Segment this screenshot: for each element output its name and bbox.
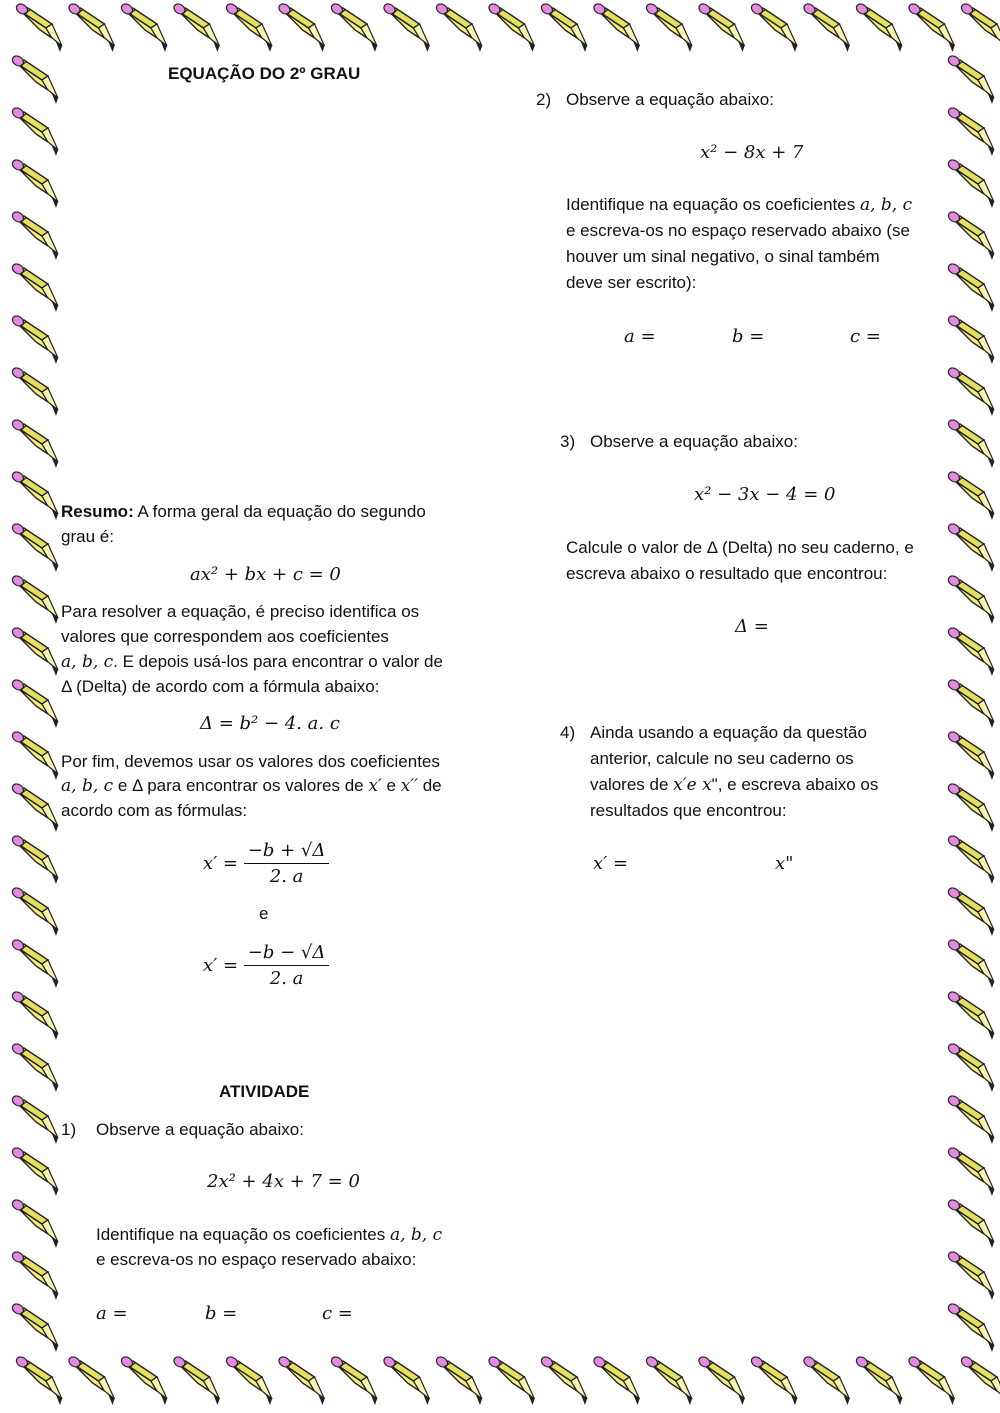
q4-number: 4)	[560, 723, 576, 742]
formula-x2-numerator: −b − √Δ	[244, 942, 330, 966]
pencil-icon	[947, 678, 994, 728]
pencil-icon	[802, 2, 849, 52]
pencil-icon	[11, 1146, 58, 1196]
pencil-icon	[11, 886, 58, 936]
pencil-icon	[947, 1042, 994, 1092]
atividade-heading: ATIVIDADE	[219, 1082, 310, 1101]
pencil-icon	[172, 1355, 219, 1405]
pencil-icon	[855, 2, 902, 52]
q2-instruction-text: Identifique na equação os coeficientes	[566, 195, 860, 214]
formula-connector-e: e	[259, 904, 269, 923]
resumo-para-line-3-text: . E depois usá-los para encontrar o valor de	[113, 652, 443, 671]
coefficient-vars: a, b, c	[61, 776, 114, 796]
pencil-icon	[487, 1355, 534, 1405]
formula-x2-lhs: x′ =	[203, 955, 239, 976]
pencil-icon	[435, 1355, 482, 1405]
fim-text-a: e Δ para encontrar os valores de	[113, 776, 369, 795]
pencil-icon	[947, 990, 994, 1040]
q4-line-1: Ainda usando a equação da questão	[590, 723, 867, 742]
pencil-icon	[947, 262, 994, 312]
pencil-icon	[947, 782, 994, 832]
pencil-icon	[947, 366, 994, 416]
coefficient-vars: a, b, c	[61, 652, 114, 672]
pencil-icon	[67, 2, 114, 52]
resumo-para-line-1: Para resolver a equação, é preciso identifica os	[61, 602, 420, 621]
pencil-icon	[11, 158, 58, 208]
q3-instruction-line-2: escreva abaixo o resultado que encontrou:	[566, 564, 888, 583]
q2-instruction-line-3: houver um sinal negativo, o sinal também	[566, 247, 880, 266]
q1-answer-b[interactable]: b =	[205, 1303, 238, 1324]
pencil-icon	[67, 1355, 114, 1405]
q2-answer-b[interactable]: b =	[732, 326, 765, 347]
q2-answer-a[interactable]: a =	[624, 326, 656, 347]
pencil-icon	[277, 2, 324, 52]
pencil-icon	[947, 210, 994, 260]
resumo-intro-line-2: grau é:	[61, 527, 114, 546]
pencil-icon	[225, 2, 272, 52]
pencil-icon	[947, 1250, 994, 1300]
pencil-icon	[120, 1355, 167, 1405]
pencil-icon	[947, 938, 994, 988]
pencil-icon	[802, 1355, 849, 1405]
pencil-icon	[540, 1355, 587, 1405]
pencil-icon	[11, 54, 58, 104]
pencil-icon	[11, 574, 58, 624]
q2-number: 2)	[536, 90, 552, 109]
pencil-icon	[120, 2, 167, 52]
pencil-icon	[947, 626, 994, 676]
pencil-icon	[947, 730, 994, 780]
pencil-icon	[11, 938, 58, 988]
q4-line-3-text-b: ", e escreva abaixo os	[711, 775, 879, 794]
pencil-icon	[11, 314, 58, 364]
q2-instruction-line-2: e escreva-os no espaço reservado abaixo (se	[566, 221, 910, 240]
pencil-icon	[11, 470, 58, 520]
pencil-icon	[947, 886, 994, 936]
pencil-icon	[947, 158, 994, 208]
pencil-icon	[750, 1355, 797, 1405]
resumo-para-line-2: valores que correspondem aos coeficientes	[61, 627, 389, 646]
q2-answer-c[interactable]: c =	[850, 326, 881, 347]
q1-answer-c[interactable]: c =	[322, 1303, 353, 1324]
pencil-icon	[947, 314, 994, 364]
pencil-icon	[11, 730, 58, 780]
pencil-icon	[382, 1355, 429, 1405]
pencil-icon	[11, 210, 58, 260]
general-form-equation: ax² + bx + c = 0	[190, 564, 341, 585]
pencil-icon	[645, 1355, 692, 1405]
fim-text-c: de	[418, 776, 442, 795]
pencil-icon	[907, 2, 954, 52]
pencil-icon	[382, 2, 429, 52]
resumo-fim-line-3: acordo com as fórmulas:	[61, 801, 248, 820]
q1-answer-a[interactable]: a =	[96, 1303, 128, 1324]
pencil-icon	[11, 626, 58, 676]
resumo-para-line-3	[61, 649, 443, 675]
q4-line-3	[590, 772, 878, 798]
delta-formula: Δ = b² − 4. a. c	[200, 713, 340, 734]
resumo-intro-text: A forma geral da equação do segundo	[133, 502, 426, 521]
pencil-icon	[947, 470, 994, 520]
resumo-label: Resumo:	[61, 502, 134, 521]
x-double-prime-symbol: x′′	[400, 776, 418, 796]
formula-x2-fraction	[244, 942, 330, 989]
pencil-icon	[947, 574, 994, 624]
resumo-fim-line-2	[61, 773, 442, 799]
q4-answer-x2[interactable]: x"	[775, 853, 794, 874]
pencil-icon	[697, 2, 744, 52]
pencil-icon	[15, 1355, 62, 1405]
pencil-icon	[540, 2, 587, 52]
pencil-icon	[947, 1146, 994, 1196]
pencil-icon	[11, 782, 58, 832]
pencil-icon	[645, 2, 692, 52]
pencil-icon	[11, 1302, 58, 1352]
pencil-icon	[947, 1198, 994, 1248]
pencil-icon	[11, 1042, 58, 1092]
pencil-icon	[947, 834, 994, 884]
pencil-icon	[960, 2, 1000, 52]
pencil-icon	[11, 1250, 58, 1300]
pencil-icon	[172, 2, 219, 52]
pencil-icon	[855, 1355, 902, 1405]
pencil-icon	[277, 1355, 324, 1405]
q1-instruction-line-1	[96, 1222, 442, 1248]
pencil-icon	[592, 2, 639, 52]
q4-line-2: anterior, calcule no seu caderno os	[590, 749, 854, 768]
q3-answer-delta[interactable]: Δ =	[735, 616, 769, 637]
formula-x1-numerator: −b + √Δ	[244, 840, 330, 864]
formula-x1-lhs: x′ =	[203, 853, 239, 874]
pencil-icon	[330, 2, 377, 52]
coefficient-vars: a, b, c	[389, 1225, 443, 1245]
pencil-icon	[907, 1355, 954, 1405]
q1-equation: 2x² + 4x + 7 = 0	[207, 1171, 360, 1192]
pencil-icon	[947, 106, 994, 156]
pencil-icon	[947, 54, 994, 104]
q1-prompt: Observe a equação abaixo:	[96, 1120, 304, 1139]
formula-x1-plus	[203, 840, 329, 887]
pencil-icon	[11, 262, 58, 312]
pencil-icon	[960, 1355, 1000, 1405]
resumo-para-line-4: Δ (Delta) de acordo com a fórmula abaixo:	[61, 677, 380, 696]
q3-instruction-line-1: Calcule o valor de Δ (Delta) no seu caderno, e	[566, 538, 914, 557]
formula-x1-fraction	[244, 840, 330, 887]
x-vars: x′e x	[673, 775, 712, 795]
q1-instruction-line-2: e escreva-os no espaço reservado abaixo:	[96, 1250, 417, 1269]
fim-text-b: e	[381, 776, 401, 795]
x-prime-symbol: x′	[368, 776, 382, 796]
q2-instruction-line-1	[566, 192, 912, 218]
q2-instruction-line-4: deve ser escrito):	[566, 273, 697, 292]
pencil-icon	[225, 1355, 272, 1405]
pencil-icon	[11, 678, 58, 728]
pencil-icon	[330, 1355, 377, 1405]
q3-number: 3)	[560, 432, 576, 451]
q2-prompt: Observe a equação abaixo:	[566, 90, 774, 109]
pencil-icon	[11, 1198, 58, 1248]
pencil-icon	[11, 990, 58, 1040]
q4-answer-x1[interactable]: x′ =	[593, 853, 629, 874]
formula-x1-denominator: 2. a	[269, 866, 304, 887]
pencil-icon	[750, 2, 797, 52]
pencil-icon	[11, 1094, 58, 1144]
formula-x2-denominator: 2. a	[269, 968, 304, 989]
pencil-icon	[947, 1094, 994, 1144]
pencil-icon	[435, 2, 482, 52]
pencil-icon	[947, 522, 994, 572]
pencil-icon	[487, 2, 534, 52]
pencil-icon	[11, 106, 58, 156]
pencil-icon	[15, 2, 62, 52]
pencil-icon	[11, 522, 58, 572]
pencil-icon	[947, 1302, 994, 1352]
resumo-fim-line-1: Por fim, devemos usar os valores dos coeficientes	[61, 752, 440, 771]
pencil-icon	[11, 418, 58, 468]
q4-line-3-text-a: valores de	[590, 775, 674, 794]
pencil-icon	[592, 1355, 639, 1405]
page-title: EQUAÇÃO DO 2º GRAU	[168, 64, 361, 83]
pencil-icon	[11, 834, 58, 884]
formula-x1-minus	[203, 942, 329, 989]
q2-equation: x² − 8x + 7	[700, 142, 804, 163]
q4-line-4: resultados que encontrou:	[590, 801, 787, 820]
pencil-icon	[697, 1355, 744, 1405]
pencil-icon	[11, 366, 58, 416]
pencil-icon	[947, 418, 994, 468]
resumo-intro-line-1	[61, 499, 426, 525]
q3-equation: x² − 3x − 4 = 0	[694, 484, 836, 505]
q1-number: 1)	[61, 1120, 77, 1139]
q1-instruction-text: Identifique na equação os coeficientes	[96, 1225, 390, 1244]
q3-prompt: Observe a equação abaixo:	[590, 432, 798, 451]
coefficient-vars: a, b, c	[859, 195, 913, 215]
